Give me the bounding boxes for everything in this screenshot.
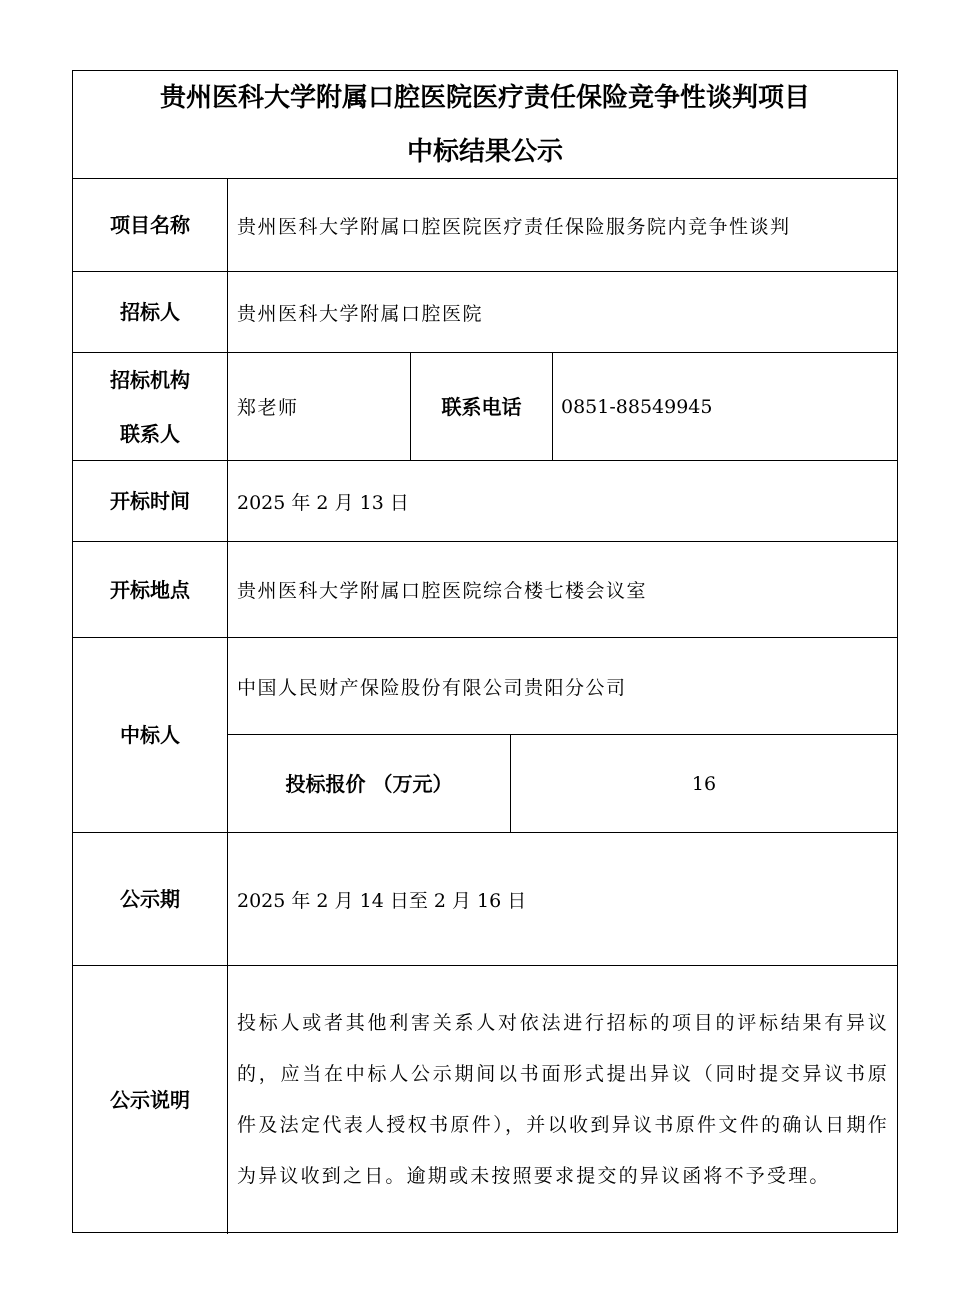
notice-description-row	[73, 966, 897, 1234]
tenderer-value: 贵州医科大学附属口腔医院	[237, 302, 484, 325]
phone-value: 0851-88549945	[561, 395, 713, 418]
notice-period-value: 2025 年 2 月 14 日至 2 月 16 日	[237, 889, 527, 912]
contact-person-value: 郑老师	[228, 353, 411, 460]
opening-location-value: 贵州医科大学附属口腔医院综合楼七楼会议室	[237, 580, 648, 602]
bid-price-value: 16	[691, 773, 717, 795]
tenderer-row	[73, 272, 897, 353]
result-notice-table	[72, 70, 898, 1233]
document-title	[73, 71, 897, 178]
notice-description-value	[228, 966, 897, 1234]
notice-period-label: 公示期	[73, 833, 228, 965]
agency-contact-label-line-2: 联系人	[120, 421, 180, 446]
project-name-value: 贵州医科大学附属口腔医院医疗责任保险服务院内竞争性谈判	[237, 215, 791, 238]
notice-period-row	[73, 833, 897, 966]
agency-contact-label	[73, 353, 228, 460]
tenderer-label: 招标人	[73, 272, 228, 352]
opening-time-label: 开标时间	[73, 461, 228, 541]
opening-time-row	[73, 461, 897, 542]
winner-value: 中国人民财产保险股份有限公司贵阳分公司	[228, 638, 897, 735]
title-line-2: 中标结果公示	[406, 136, 563, 167]
title-row	[73, 71, 897, 179]
winner-label: 中标人	[73, 638, 228, 832]
winner-row	[73, 638, 897, 833]
project-name-row	[73, 179, 897, 272]
agency-contact-row	[73, 353, 897, 461]
opening-location-row	[73, 542, 897, 638]
notice-description-label: 公示说明	[73, 966, 228, 1234]
notice-description-text: 投标人或者其他利害关系人对依法进行招标的项目的评标结果有异议的，应当在中标人公示期间以书面形式提出异议（同时提交异议书原件及法定代表人授权书原件），并以收到异议书原件文件的确认日期作为异议收到之日。逾期或未按照要求提交的异议函将不予受理。	[237, 1012, 889, 1187]
opening-time-value: 2025 年 2 月 13 日	[237, 491, 409, 514]
title-line-1: 贵州医科大学附属口腔医院医疗责任保险竞争性谈判项目	[159, 82, 810, 113]
opening-location-label: 开标地点	[73, 542, 228, 637]
project-name-label: 项目名称	[73, 179, 228, 271]
agency-contact-label-line-1: 招标机构	[110, 367, 190, 392]
phone-label: 联系电话	[411, 353, 553, 460]
bid-price-label: 投标报价 （万元）	[228, 735, 511, 833]
